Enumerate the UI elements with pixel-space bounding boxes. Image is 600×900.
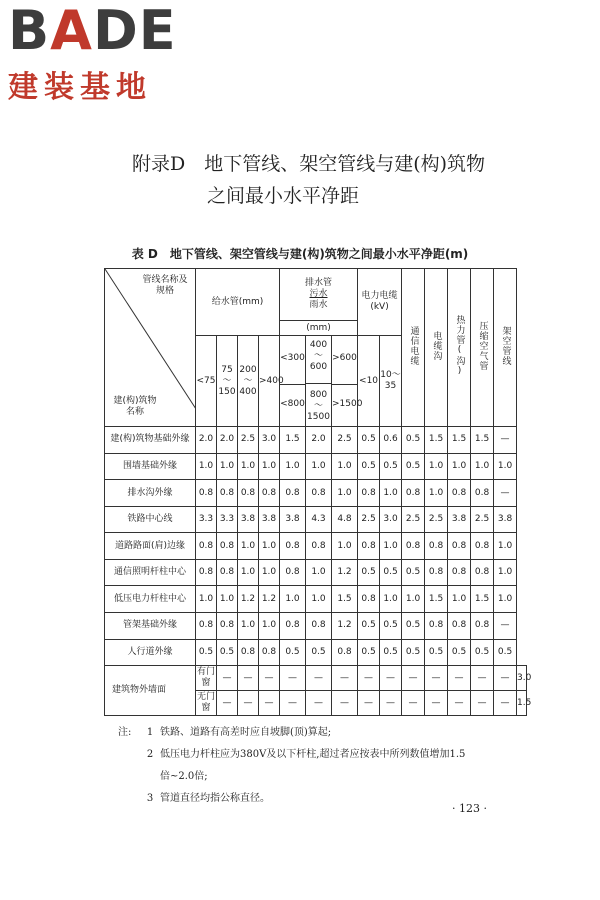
table-cell: 0.5 bbox=[402, 613, 425, 640]
table-row bbox=[105, 666, 527, 691]
table-cell: 0.5 bbox=[380, 453, 402, 480]
table-cell: 0.5 bbox=[402, 427, 425, 454]
header-heat-pipe bbox=[448, 269, 471, 427]
table-cell: 0.5 bbox=[196, 639, 217, 666]
row-label: 管架基础外缘 bbox=[105, 613, 196, 640]
table-cell: 1.0 bbox=[448, 586, 471, 613]
table-cell: — bbox=[494, 427, 517, 454]
table-cell: 0.5 bbox=[380, 639, 402, 666]
dr-col-2 bbox=[306, 336, 332, 427]
table-cell: 0.8 bbox=[217, 480, 238, 507]
table-cell: 1.2 bbox=[332, 559, 358, 586]
cable-trench-label: 电缆沟 bbox=[431, 330, 442, 361]
table-cell: — bbox=[217, 691, 238, 716]
table-cell: 1.0 bbox=[259, 533, 280, 560]
table-cell: — bbox=[402, 666, 425, 691]
ws-col-4: >400 bbox=[259, 336, 280, 427]
table-cell: 1.5 bbox=[471, 586, 494, 613]
table-cell: 0.8 bbox=[471, 613, 494, 640]
table-cell: 1.0 bbox=[402, 586, 425, 613]
table-cell: 0.5 bbox=[402, 639, 425, 666]
table-cell: 0.8 bbox=[471, 559, 494, 586]
table-cell: 3.8 bbox=[238, 506, 259, 533]
clearance-table-container bbox=[104, 268, 532, 716]
table-cell: — bbox=[494, 613, 517, 640]
table-cell: 2.5 bbox=[332, 427, 358, 454]
table-cell: 2.5 bbox=[358, 506, 380, 533]
table-row bbox=[105, 427, 527, 454]
table-cell: 0.8 bbox=[448, 533, 471, 560]
table-cell: 0.8 bbox=[471, 480, 494, 507]
compressed-air-label: 压缩空气管 bbox=[477, 320, 488, 371]
table-cell: — bbox=[358, 666, 380, 691]
table-cell: 0.5 bbox=[494, 639, 517, 666]
table-cell: 1.0 bbox=[306, 453, 332, 480]
table-cell: — bbox=[494, 666, 517, 691]
table-cell: 3.8 bbox=[280, 506, 306, 533]
table-cell: 0.8 bbox=[306, 533, 332, 560]
table-cell: 0.8 bbox=[332, 639, 358, 666]
table-cell: 0.8 bbox=[280, 613, 306, 640]
row-label: 无门窗 bbox=[196, 691, 217, 716]
table-cell: 1.0 bbox=[306, 559, 332, 586]
table-cell: 0.5 bbox=[471, 639, 494, 666]
page-number: · 123 · bbox=[452, 802, 487, 815]
logo-text: BADE bbox=[8, 0, 177, 62]
table-cell: 1.0 bbox=[494, 559, 517, 586]
ws-col-2: 75～150 bbox=[217, 336, 238, 427]
table-cell: 0.8 bbox=[358, 586, 380, 613]
table-cell: — bbox=[217, 666, 238, 691]
table-cell: 1.2 bbox=[332, 613, 358, 640]
table-cell: — bbox=[306, 691, 332, 716]
table-cell: 0.5 bbox=[358, 559, 380, 586]
table-cell: 4.8 bbox=[332, 506, 358, 533]
heat-pipe-label: 热力管(沟) bbox=[454, 314, 465, 377]
table-cell: 1.0 bbox=[238, 613, 259, 640]
table-cell: 1.0 bbox=[306, 586, 332, 613]
table-cell: 1.0 bbox=[196, 586, 217, 613]
table-cell: 0.5 bbox=[380, 559, 402, 586]
table-cell: 3.3 bbox=[196, 506, 217, 533]
table-cell: — bbox=[332, 691, 358, 716]
note-2-text: 低压电力杆柱应为380V及以下杆柱,超过者应按表中所列数值增加1.5 bbox=[160, 749, 466, 760]
notes-label: 注: bbox=[118, 727, 132, 738]
dr-col-3-top: >600 bbox=[332, 352, 357, 363]
table-cell: 0.8 bbox=[217, 613, 238, 640]
table-cell: 0.8 bbox=[238, 639, 259, 666]
header-water-supply: 给水管(mm) bbox=[196, 269, 280, 336]
table-cell: 2.5 bbox=[471, 506, 494, 533]
ws-col-3: 200～400 bbox=[238, 336, 259, 427]
table-cell: 2.5 bbox=[402, 506, 425, 533]
table-cell: 1.0 bbox=[238, 453, 259, 480]
table-cell: 0.8 bbox=[306, 480, 332, 507]
table-cell: 2.5 bbox=[238, 427, 259, 454]
table-cell: 0.8 bbox=[425, 613, 448, 640]
table-cell: 3.8 bbox=[259, 506, 280, 533]
row-label: 人行道外缘 bbox=[105, 639, 196, 666]
table-cell: 1.5 bbox=[280, 427, 306, 454]
table-cell: 0.8 bbox=[402, 480, 425, 507]
table-cell: 0.8 bbox=[259, 639, 280, 666]
table-cell: 1.0 bbox=[196, 453, 217, 480]
note-2 bbox=[118, 744, 538, 766]
row-label: 有门窗 bbox=[196, 666, 217, 691]
table-cell: 1.0 bbox=[332, 453, 358, 480]
table-cell: 0.5 bbox=[358, 427, 380, 454]
table-cell: — bbox=[471, 691, 494, 716]
row-label: 建(构)筑物基础外缘 bbox=[105, 427, 196, 454]
header-cable-trench bbox=[425, 269, 448, 427]
corner-bottom-label: 建(构)筑物名称 bbox=[113, 396, 157, 418]
table-cell: 1.0 bbox=[259, 559, 280, 586]
table-cell: 1.5 bbox=[425, 586, 448, 613]
wall-group-label: 建筑物外墙面 bbox=[105, 666, 196, 716]
table-cell: 0.5 bbox=[380, 613, 402, 640]
table-cell: 1.2 bbox=[259, 586, 280, 613]
table-cell: 4.3 bbox=[306, 506, 332, 533]
table-cell: — bbox=[425, 691, 448, 716]
table-cell: 1.0 bbox=[494, 453, 517, 480]
table-cell: 1.0 bbox=[380, 533, 402, 560]
table-cell: 0.5 bbox=[402, 559, 425, 586]
table-cell: 1.0 bbox=[332, 533, 358, 560]
table-cell: 0.8 bbox=[196, 559, 217, 586]
drain-type-rain: 雨水 bbox=[309, 300, 328, 310]
table-row bbox=[105, 586, 527, 613]
table-cell: 1.5 bbox=[425, 427, 448, 454]
table-cell: 0.8 bbox=[471, 533, 494, 560]
table-cell: — bbox=[380, 691, 402, 716]
table-cell: — bbox=[238, 691, 259, 716]
row-label: 低压电力杆柱中心 bbox=[105, 586, 196, 613]
table-cell: 2.5 bbox=[425, 506, 448, 533]
note-3-num: 3 bbox=[146, 793, 154, 804]
table-cell: 0.8 bbox=[425, 559, 448, 586]
title-line-1: 附录D 地下管线、架空管线与建(构)筑物 bbox=[132, 153, 486, 175]
table-cell: 0.6 bbox=[380, 427, 402, 454]
table-cell: — bbox=[448, 666, 471, 691]
ws-col-1: <75 bbox=[196, 336, 217, 427]
dr-col-2-top: 400～600 bbox=[309, 339, 328, 372]
table-cell: 1.0 bbox=[494, 586, 517, 613]
dr-col-2-bottom: 800～1500 bbox=[306, 383, 331, 423]
table-cell: 1.0 bbox=[259, 613, 280, 640]
pw-col-2: 10～35 bbox=[380, 336, 402, 427]
note-1-text: 铁路、道路有高差时应自坡脚(顶)算起; bbox=[160, 727, 332, 738]
table-cell: — bbox=[425, 666, 448, 691]
header-compressed-air bbox=[471, 269, 494, 427]
table-row bbox=[105, 613, 527, 640]
drain-label: 排水管 bbox=[305, 278, 333, 288]
table-cell: 3.0 bbox=[517, 666, 527, 691]
table-cell: 3.0 bbox=[380, 506, 402, 533]
table-cell: 0.8 bbox=[196, 613, 217, 640]
table-cell: 3.3 bbox=[217, 506, 238, 533]
page-title bbox=[132, 148, 485, 212]
table-cell: 1.0 bbox=[332, 480, 358, 507]
table-cell: — bbox=[358, 691, 380, 716]
table-cell: — bbox=[280, 666, 306, 691]
telecom-cable-label: 通信电缆 bbox=[408, 325, 419, 366]
table-cell: 1.5 bbox=[517, 691, 527, 716]
table-cell: 1.0 bbox=[238, 559, 259, 586]
table-cell: 1.0 bbox=[380, 586, 402, 613]
table-cell: 0.8 bbox=[306, 613, 332, 640]
row-label: 道路路面(肩)边缘 bbox=[105, 533, 196, 560]
table-cell: 0.5 bbox=[425, 639, 448, 666]
row-label: 排水沟外缘 bbox=[105, 480, 196, 507]
table-cell: — bbox=[332, 666, 358, 691]
table-cell: 0.8 bbox=[196, 480, 217, 507]
table-cell: 1.0 bbox=[448, 453, 471, 480]
table-cell: 0.8 bbox=[217, 559, 238, 586]
note-1 bbox=[118, 722, 538, 744]
table-cell: — bbox=[380, 666, 402, 691]
table-caption: 表 D 地下管线、架空管线与建(构)筑物之间最小水平净距(m) bbox=[131, 247, 469, 261]
table-cell: 3.8 bbox=[448, 506, 471, 533]
table-cell: 0.5 bbox=[402, 453, 425, 480]
table-cell: 2.0 bbox=[196, 427, 217, 454]
table-row bbox=[105, 559, 527, 586]
table-cell: 1.0 bbox=[280, 586, 306, 613]
table-cell: 0.8 bbox=[448, 480, 471, 507]
note-3-text: 管道直径均指公称直径。 bbox=[160, 793, 270, 804]
table-cell: 1.5 bbox=[332, 586, 358, 613]
table-cell: 0.8 bbox=[425, 533, 448, 560]
note-2-num: 2 bbox=[146, 749, 154, 760]
table-cell: — bbox=[259, 666, 280, 691]
table-cell: 0.5 bbox=[358, 613, 380, 640]
table-cell: 2.0 bbox=[306, 427, 332, 454]
note-2-cont: 倍~2.0倍; bbox=[160, 771, 208, 782]
header-power-cable: 电力电缆(kV) bbox=[358, 269, 402, 336]
overhead-label: 架空管线 bbox=[500, 325, 511, 366]
table-cell: — bbox=[494, 480, 517, 507]
logo bbox=[8, 0, 177, 106]
header-drain bbox=[280, 269, 358, 321]
notes bbox=[118, 722, 538, 810]
drain-type-sewage: 污水 bbox=[309, 289, 328, 299]
table-cell: 1.0 bbox=[217, 453, 238, 480]
table-body bbox=[105, 427, 532, 716]
table-cell: 0.5 bbox=[280, 639, 306, 666]
table-row bbox=[105, 639, 527, 666]
table-cell: — bbox=[402, 691, 425, 716]
table-cell: 1.2 bbox=[238, 586, 259, 613]
logo-subtext: 建装基地 bbox=[8, 70, 152, 105]
table-cell: 1.0 bbox=[238, 533, 259, 560]
table-cell: — bbox=[471, 666, 494, 691]
table-cell: 0.8 bbox=[280, 533, 306, 560]
table-cell: — bbox=[448, 691, 471, 716]
title-line-2: 之间最小水平净距 bbox=[207, 185, 360, 207]
table-cell: 0.8 bbox=[196, 533, 217, 560]
table-cell: 0.8 bbox=[280, 559, 306, 586]
table-cell: — bbox=[280, 691, 306, 716]
corner-top-label: 管线名称及规格 bbox=[142, 275, 188, 296]
table-cell: 0.8 bbox=[358, 533, 380, 560]
table-cell: 1.0 bbox=[471, 453, 494, 480]
table-row bbox=[105, 533, 527, 560]
table-cell: 0.8 bbox=[280, 480, 306, 507]
table-cell: 1.0 bbox=[217, 586, 238, 613]
row-label: 通信照明杆柱中心 bbox=[105, 559, 196, 586]
row-label: 铁路中心线 bbox=[105, 506, 196, 533]
table-row bbox=[105, 453, 527, 480]
table-cell: — bbox=[306, 666, 332, 691]
table-cell: 1.0 bbox=[425, 480, 448, 507]
table-cell: 0.8 bbox=[448, 559, 471, 586]
table-cell: 1.0 bbox=[425, 453, 448, 480]
table-cell: 0.8 bbox=[358, 480, 380, 507]
table-cell: 1.0 bbox=[380, 480, 402, 507]
table-cell: 0.8 bbox=[217, 533, 238, 560]
table-cell: 1.5 bbox=[471, 427, 494, 454]
dr-col-3-bottom: >1500 bbox=[332, 384, 357, 410]
table-cell: 0.8 bbox=[259, 480, 280, 507]
table-cell: 1.0 bbox=[259, 453, 280, 480]
dr-col-1-top: <300 bbox=[280, 352, 305, 363]
table-cell: 0.5 bbox=[448, 639, 471, 666]
dr-col-3 bbox=[332, 336, 363, 427]
table-cell: — bbox=[259, 691, 280, 716]
pw-col-1: <10 bbox=[358, 336, 380, 427]
table-cell: 2.0 bbox=[217, 427, 238, 454]
table-cell: 0.5 bbox=[358, 639, 380, 666]
table-cell: 0.5 bbox=[306, 639, 332, 666]
table-cell: 0.8 bbox=[448, 613, 471, 640]
header-telecom-cable bbox=[402, 269, 425, 427]
table-cell: 0.5 bbox=[358, 453, 380, 480]
clearance-table bbox=[104, 268, 532, 716]
table-cell: 1.0 bbox=[494, 533, 517, 560]
table-row bbox=[105, 480, 527, 507]
drain-unit: (mm) bbox=[280, 321, 358, 336]
table-cell: 0.5 bbox=[217, 639, 238, 666]
dr-col-1-bottom: <800 bbox=[280, 384, 305, 410]
table-cell: — bbox=[238, 666, 259, 691]
table-cell: 1.5 bbox=[448, 427, 471, 454]
header-overhead bbox=[494, 269, 517, 427]
table-cell: 0.8 bbox=[402, 533, 425, 560]
table-cell: — bbox=[494, 691, 517, 716]
table-cell: 3.0 bbox=[259, 427, 280, 454]
table-cell: 1.0 bbox=[280, 453, 306, 480]
header-corner bbox=[105, 269, 196, 427]
row-label: 围墙基础外缘 bbox=[105, 453, 196, 480]
table-cell: 3.8 bbox=[494, 506, 517, 533]
table-cell: 0.8 bbox=[238, 480, 259, 507]
table-row bbox=[105, 506, 527, 533]
note-1-num: 1 bbox=[146, 727, 154, 738]
